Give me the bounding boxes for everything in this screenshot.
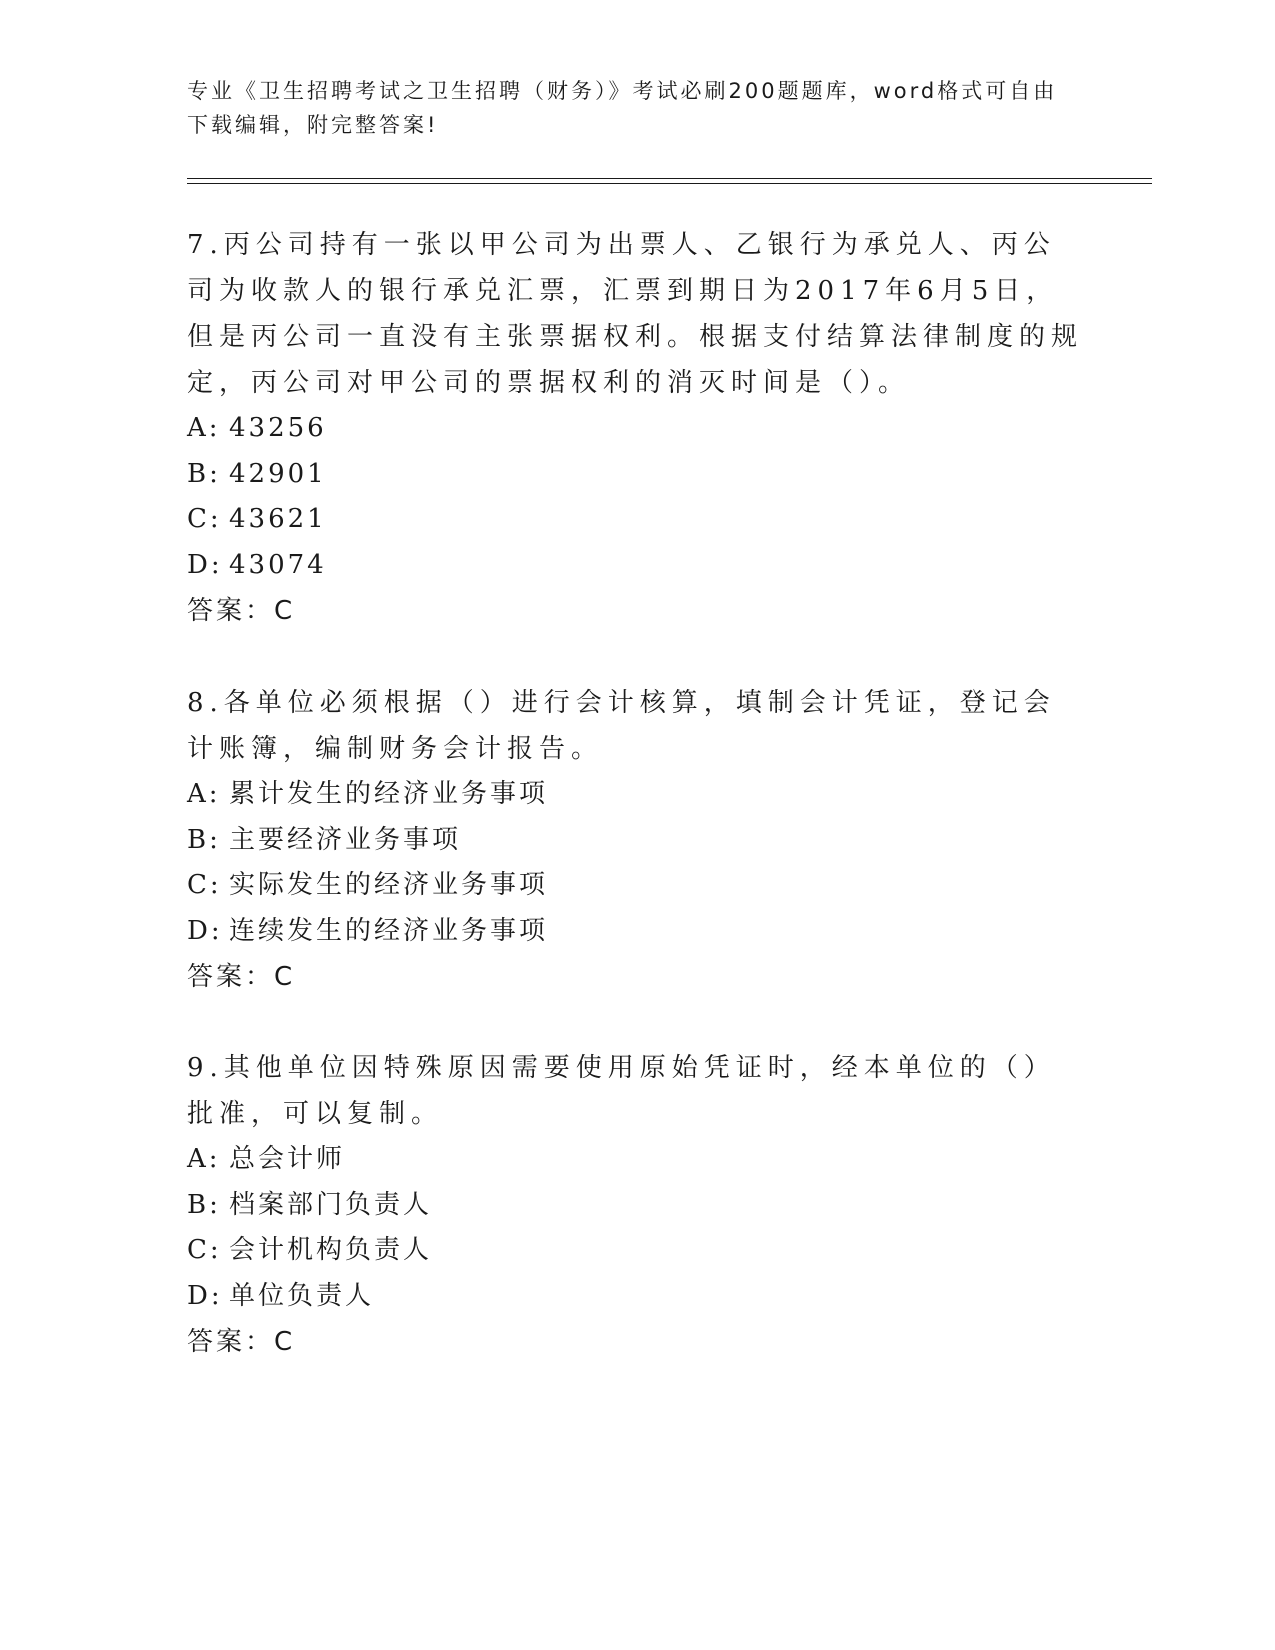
option-d bbox=[187, 909, 1087, 955]
question-8 bbox=[187, 680, 1087, 1000]
option-text: 实际发生的经济业务事项 bbox=[229, 870, 549, 900]
option-text: 档案部门负责人 bbox=[229, 1189, 433, 1220]
option-key: D: bbox=[187, 1280, 223, 1311]
question-stem: 8.各单位必须根据（）进行会计核算，填制会计凭证，登记会计账簿，编制财务会计报告。 bbox=[187, 688, 1056, 764]
answer: 答案：C bbox=[187, 596, 296, 626]
option-c bbox=[187, 1228, 1087, 1274]
option-a bbox=[187, 772, 1087, 818]
option-b bbox=[187, 818, 1087, 864]
option-c bbox=[187, 497, 1087, 543]
question-stem: 9.其他单位因特殊原因需要使用原始凭证时，经本单位的（）批准，可以复制。 bbox=[187, 1053, 1056, 1129]
option-key: A: bbox=[187, 413, 221, 443]
option-text: 会计机构负责人 bbox=[229, 1235, 433, 1265]
option-key: C: bbox=[187, 870, 222, 900]
option-key: D: bbox=[187, 549, 223, 580]
option-text: 主要经济业务事项 bbox=[229, 824, 462, 855]
option-text: 43621 bbox=[229, 504, 327, 534]
option-key: B: bbox=[187, 1189, 221, 1220]
option-text: 43074 bbox=[229, 549, 327, 580]
header-title: 专业《卫生招聘考试之卫生招聘（财务）》考试必刷200题题库，word格式可自由下载编辑，附完整答案! bbox=[187, 79, 1058, 137]
option-key: B: bbox=[187, 824, 221, 855]
option-d bbox=[187, 1274, 1087, 1320]
option-key: C: bbox=[187, 1235, 222, 1265]
option-text: 单位负责人 bbox=[229, 1280, 375, 1311]
header-divider-bottom bbox=[187, 183, 1152, 184]
option-a bbox=[187, 1137, 1087, 1183]
question-stem: 7.丙公司持有一张以甲公司为出票人、乙银行为承兑人、丙公司为收款人的银行承兑汇票，汇票到期日为2017年6月5日，但是丙公司一直没有主张票据权利。根据支付结算法律制度的规定，丙公司对甲公司的票据权利的消灭时间是（）。 bbox=[187, 230, 1084, 398]
header-divider-top bbox=[187, 178, 1152, 179]
option-text: 累计发生的经济业务事项 bbox=[229, 779, 549, 809]
option-text: 连续发生的经济业务事项 bbox=[229, 915, 549, 946]
option-c bbox=[187, 863, 1087, 909]
option-b bbox=[187, 452, 1087, 498]
option-key: A: bbox=[187, 779, 221, 809]
question-7 bbox=[187, 222, 1087, 634]
option-a bbox=[187, 406, 1087, 452]
document-header bbox=[187, 74, 1067, 142]
option-key: B: bbox=[187, 458, 221, 489]
option-text: 总会计师 bbox=[229, 1144, 346, 1174]
answer: 答案：C bbox=[187, 1327, 296, 1357]
option-key: D: bbox=[187, 915, 223, 946]
option-text: 43256 bbox=[229, 413, 327, 443]
answer: 答案：C bbox=[187, 962, 296, 992]
question-9 bbox=[187, 1045, 1087, 1365]
option-key: A: bbox=[187, 1144, 221, 1174]
option-text: 42901 bbox=[229, 458, 327, 489]
option-key: C: bbox=[187, 504, 222, 534]
option-b bbox=[187, 1183, 1087, 1229]
option-d bbox=[187, 543, 1087, 589]
